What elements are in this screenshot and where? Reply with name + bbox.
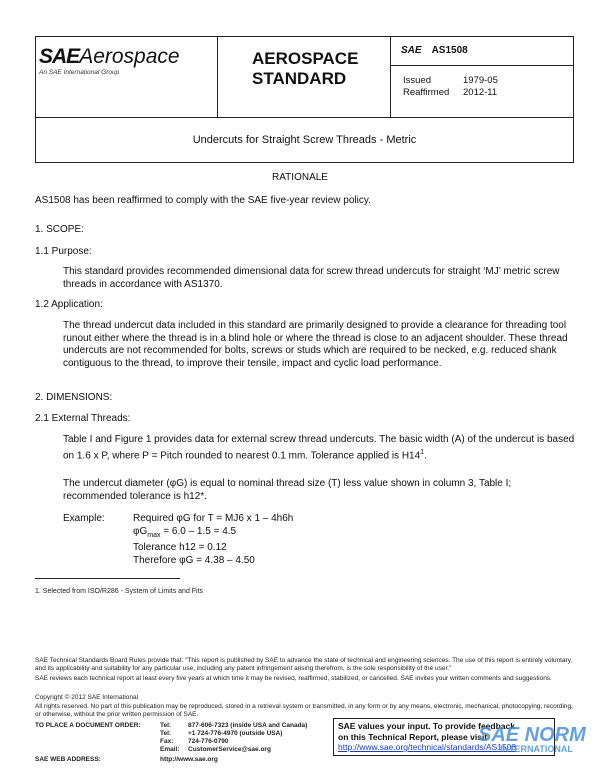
section-1-1-text: This standard provides recommended dimensional data for screw thread undercuts for straight ‘MJ’ metric screw threads in accordance with AS1370. [63, 266, 560, 290]
section-1-2-heading: 1.2 Application: [35, 299, 103, 310]
feedback-line2: on this Technical Report, please visit [338, 731, 488, 742]
tel2-label: Tel: [160, 730, 172, 737]
fax-label: Fax: [160, 738, 174, 745]
issued-row [403, 75, 498, 86]
tel-value: 877-606-7323 (inside USA and Canada) [188, 722, 308, 729]
rationale-heading: RATIONALE [272, 172, 328, 183]
web-value[interactable]: http://www.sae.org [160, 756, 218, 763]
fax-value: 724-776-0790 [188, 738, 229, 745]
example-line2-sub: max [147, 531, 161, 539]
section-1-1-heading: 1.1 Purpose: [35, 246, 92, 257]
doc-brand-logo: SAE [401, 45, 422, 56]
feedback-link[interactable]: http://www.sae.org/technical/standards/AS1508 [338, 742, 517, 752]
section-2-heading: 2. DIMENSIONS: [35, 392, 113, 403]
legal-text-4: All rights reserved. No part of this publication may be reproduced, stored in a retrieval system or transmitted, in any form or by any means, electronic, mechanical, photocopying, recording, or otherwise, without the prior written permission of SAE. [35, 703, 573, 718]
order-label: TO PLACE A DOCUMENT ORDER: [35, 722, 141, 729]
logo-rest: Aerospace [79, 45, 180, 68]
example-line2 [133, 526, 433, 543]
section-1-2-text: The thread undercut data included in this standard are primarily designed to provide a clearance for threading tool runout either where the thread is in a blind hole or where the thread is close to an adjacent shoulder. These thread undercuts are not recommended for bolts, screws or studs which are required to be necked, e.g. reduced shank contiguous to the thread, to improve their tensile, impact and cyclic load performance. [63, 320, 568, 369]
reaffirmed-label: Reaffirmed [403, 87, 450, 98]
example-line4: Therefore φG = 4.38 – 4.50 [133, 554, 255, 566]
document-header [35, 36, 574, 118]
standard-title-line1: AEROSPACE [252, 49, 359, 68]
email-value[interactable]: CustomerService@sae.org [188, 746, 271, 753]
email-label: Email: [160, 746, 180, 753]
standard-title [252, 49, 358, 89]
section-2-1-text2: The undercut diameter (φG) is equal to nominal thread size (T) less value shown in column 3, Table I; recommended tolerance is h12*. [63, 478, 512, 502]
copyright: Copyright © 2012 SAE International [35, 694, 139, 701]
example-line2-post: = 6.0 – 1.5 = 4.5 [160, 525, 237, 537]
tel2-value: +1 724-776-4970 (outside USA) [188, 730, 283, 737]
issued-label: Issued [403, 75, 431, 86]
example-line3: Tolerance h12 = 0.12 [133, 542, 227, 553]
doc-number [401, 45, 468, 56]
rationale-text: AS1508 has been reaffirmed to comply with the SAE five-year review policy. [35, 195, 371, 206]
divider [391, 65, 573, 66]
footnote: 1. Selected from ISO/R286 - System of Limits and Fits [35, 588, 204, 595]
section-1-heading: 1. SCOPE: [35, 224, 84, 235]
reaffirmed-row [403, 87, 498, 98]
doc-info-cell [391, 37, 573, 117]
logo-subtitle: An SAE International Group [39, 69, 120, 76]
example-line1: Required φG for T = MJ6 x 1 – 4h6h [133, 513, 294, 524]
web-label: SAE WEB ADDRESS: [35, 756, 101, 763]
document-title-box [35, 116, 574, 163]
issued-value: 1979-05 [463, 75, 498, 86]
example-label: Example: [63, 513, 105, 524]
logo-cell [36, 37, 218, 117]
section-2-1-text [63, 434, 575, 462]
legal-text-2: SAE reviews each technical report at least every five years at which time it may be revised, reaffirmed, stabilized, or cancelled. SAE invites your written comments and suggestions. [35, 675, 552, 682]
sae-aerospace-logo [39, 45, 180, 69]
section-2-1-heading: 2.1 External Threads: [35, 413, 131, 424]
standard-title-cell [218, 37, 391, 117]
doc-number-text: AS1508 [431, 45, 468, 56]
feedback-line1: SAE values your input. To provide feedback [338, 721, 515, 731]
watermark-subtitle: INTERNATIONAL [500, 744, 573, 754]
example-block [133, 513, 433, 567]
document-title: Undercuts for Straight Screw Threads - Metric [192, 134, 417, 146]
tel-label: Tel: [160, 722, 172, 729]
section-2-1-text-body: Table I and Figure 1 provides data for external screw thread undercuts. The basic width (A) of the undercut is based on 1.6 x P, where P = Pitch rounded to nearest 0.1 mm. Tolerance applied is H14 [63, 434, 575, 461]
reaffirmed-value: 2012-11 [463, 87, 498, 98]
section-2-1-text-end: . [424, 449, 427, 461]
legal-text-1: SAE Technical Standards Board Rules provide that: “This report is published by SAE to advance the state of technical and engineering sciences. The use of this report is entirely voluntary, and its applicability and suitability for any particular use, including any patent infringement arising therefrom, is the sole responsibility of the user.” [35, 657, 573, 672]
standard-title-line2: STANDARD [252, 69, 347, 88]
sae-norm-watermark: SAE NORM [478, 724, 586, 746]
footnote-rule [35, 578, 180, 579]
example-line2-pre: φG [133, 525, 148, 537]
footnote-ref: 1 [420, 448, 425, 456]
logo-brand: SAE [39, 45, 80, 68]
